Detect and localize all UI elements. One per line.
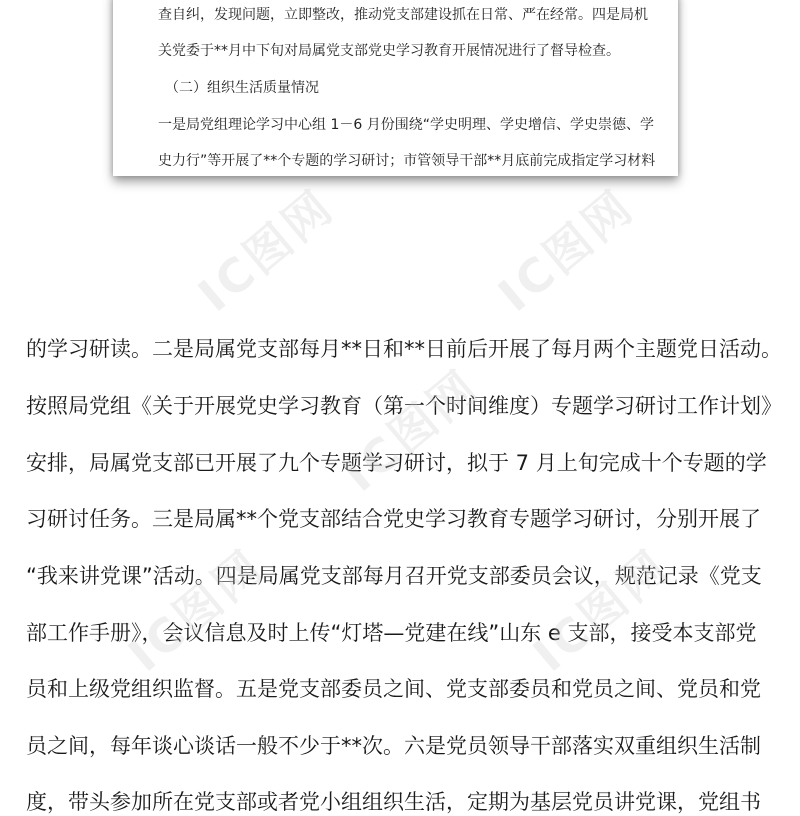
watermark: IC图网 — [488, 178, 645, 323]
body-text-line: 部工作手册》，会议信息及时上传“灯塔—党建在线”山东 e 支部，接受本支部党 — [26, 621, 757, 645]
watermark: IC图网 — [118, 538, 275, 683]
body-text-line: 员之间，每年谈心谈话一般不少于**次。六是党员领导干部落实双重组织生活制 — [26, 734, 761, 758]
card-text-line: 查自纠，发现问题，立即整改，推动党支部建设抓在日常、严在经常。四是局机 — [158, 7, 648, 23]
body-text-line: 度，带头参加所在党支部或者党小组组织生活，定期为基层党员讲党课，党组书 — [26, 790, 761, 814]
watermark: IC图网 — [333, 358, 490, 503]
body-text-line: 员和上级党组织监督。五是党支部委员之间、党支部委员和党员之间、党员和党 — [26, 677, 761, 701]
card-text-line: 一是局党组理论学习中心组 1－6 月份围绕“学史明理、学史增信、学史崇德、学 — [158, 117, 654, 133]
watermark: IC图网 — [523, 538, 680, 683]
card-text-line: 关党委于**月中下旬对局属党支部党史学习教育开展情况进行了督导检查。 — [158, 43, 620, 59]
document-preview-card — [113, 0, 678, 176]
watermark: IC图网 — [188, 178, 345, 323]
card-text-line: 史力行”等开展了**个专题的学习研讨；市管领导干部**月底前完成指定学习材料 — [158, 153, 656, 169]
body-text-line: 按照局党组《关于开展党史学习教育（第一个时间维度）专题学习研讨工作计划》 — [26, 394, 782, 418]
body-text-line: 的学习研读。二是局属党支部每月**日和**日前后开展了每月两个主题党日活动。 — [26, 337, 782, 361]
body-text-line: 习研讨任务。三是局属**个党支部结合党史学习教育专题学习研讨，分别开展了 — [26, 507, 761, 531]
body-text-line: 安排，局属党支部已开展了九个专题学习研讨，拟于 7 月上旬完成十个专题的学 — [26, 451, 767, 475]
body-text-line: “我来讲党课”活动。四是局属党支部每月召开党支部委员会议，规范记录《党支 — [26, 564, 762, 588]
card-section-heading: （二）组织生活质量情况 — [165, 80, 319, 96]
